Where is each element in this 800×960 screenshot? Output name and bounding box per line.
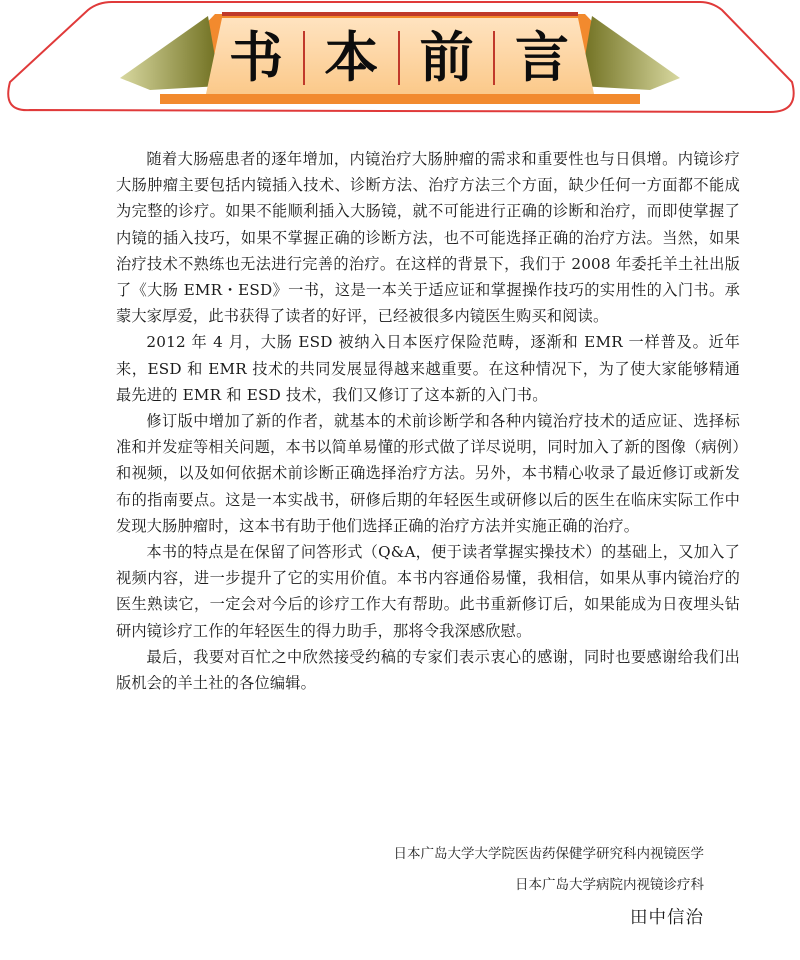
title-separator: [493, 31, 495, 85]
preface-body: [116, 146, 740, 696]
title-char: 本: [324, 26, 379, 89]
title-char: 书: [229, 26, 283, 89]
banner-top-strip: [222, 12, 578, 16]
banner-wing-left: [120, 16, 220, 90]
page-title: [219, 24, 579, 92]
paragraph: 随着大肠癌患者的逐年增加，内镜治疗大肠肿瘤的需求和重要性也与日俱增。内镜诊疗大肠肿瘤主要包括内镜插入技术、诊断方法、治疗方法三个方面，缺少任何一方面都不能成为完整的诊疗。如果不能顺利插入大肠镜，就不可能进行正确的诊断和治疗，而即使掌握了内镜的插入技巧，如果不掌握正确的诊断方法，也不可能选择正确的治疗方法。当然，如果治疗技术不熟练也无法进行完善的治疗。在这样的背景下，我们于 2008 年委托羊土社出版了《大肠 EMR・ESD》一书，这是一本关于适应证和掌握操作技巧的实用性的入门书。承蒙大家厚爱，此书获得了读者的好评，已经被很多内镜医生购买和阅读。: [116, 150, 740, 326]
paragraph: 2012 年 4 月，大肠 ESD 被纳入日本医疗保险范畴，逐渐和 EMR 一样普及。近年来，ESD 和 EMR 技术的共同发展显得越来越重要。在这种情况下，为了使大家能够精通最先进的 EMR 和 ESD 技术，我们又修订了这本新的入门书。: [116, 333, 740, 404]
header-banner: [0, 0, 800, 120]
title-separator: [303, 31, 305, 85]
title-char: 言: [514, 26, 569, 89]
paragraph: 最后，我要对百忙之中欣然接受约稿的专家们表示衷心的感谢，同时也要感谢给我们出版机会的羊土社的各位编辑。: [116, 647, 740, 693]
signature-affiliation: 日本广岛大学病院内视镜诊疗科: [515, 877, 704, 893]
title-separator: [398, 31, 400, 85]
paragraph: 修订版中增加了新的作者，就基本的术前诊断学和各种内镜治疗技术的适应证、选择标准和并发症等相关问题，本书以简单易懂的形式做了详尽说明，同时加入了新的图像（病例）和视频，以及如何依据术前诊断正确选择治疗方法。另外，本书精心收录了最近修订或新发布的指南要点。这是一本实战书，研修后期的年轻医生或研修以后的医生在临床实际工作中发现大肠肿瘤时，这本书有助于他们选择正确的治疗方法并实施正确的治疗。: [116, 412, 740, 535]
banner-bottom-strip: [160, 94, 640, 104]
signature-name: 田中信治: [630, 908, 704, 928]
paragraph: 本书的特点是在保留了问答形式（Q&A，便于读者掌握实操技术）的基础上，又加入了视频内容，进一步提升了它的实用价值。本书内容通俗易懂，我相信，如果从事内镜治疗的医生熟读它，一定会对今后的诊疗工作大有帮助。此书重新修订后，如果能成为日夜埋头钻研内镜诊疗工作的年轻医生的得力助手，那将令我深感欣慰。: [116, 543, 740, 640]
title-char: 前: [419, 26, 474, 89]
signature-affiliation: 日本广岛大学大学院医齿药保健学研究科内视镜医学: [393, 846, 704, 862]
banner-wing-right: [580, 16, 680, 90]
